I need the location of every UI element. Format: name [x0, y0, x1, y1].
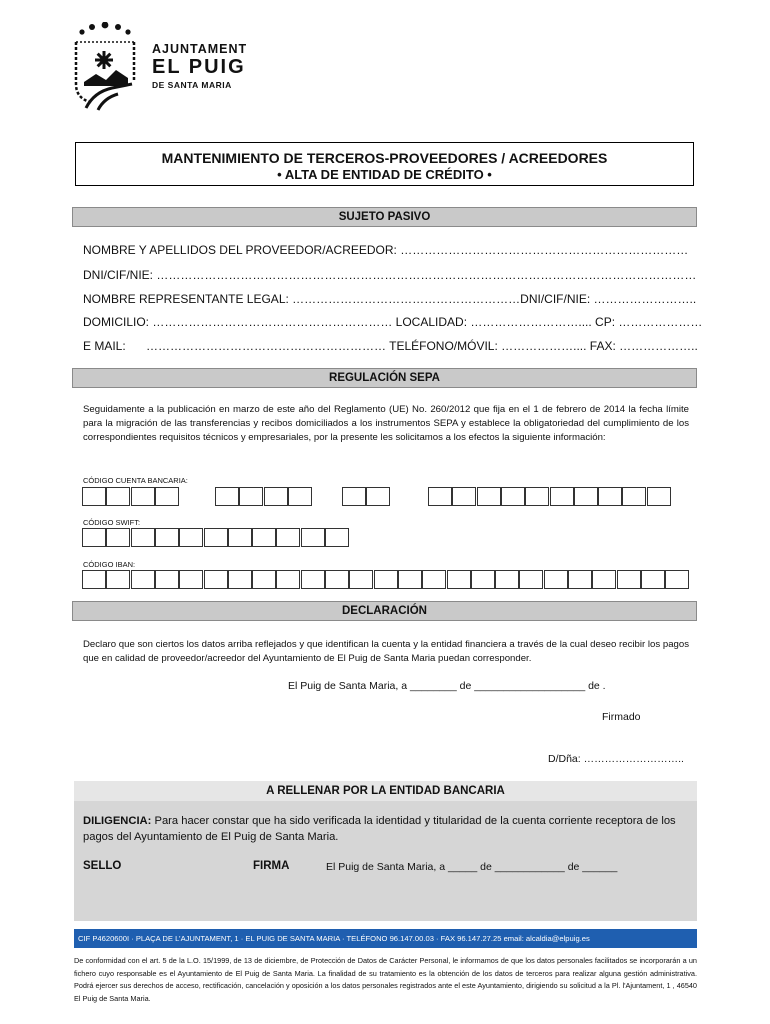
email-label: E MAIL:	[83, 339, 126, 353]
swift-input-row[interactable]	[0, 528, 770, 548]
diligencia-body: Para hacer constar que ha sido verificada la identidad y titularidad de la cuenta corriente receptora de los pagos del Ayuntamiento de El Puig de Santa Maria.	[83, 815, 676, 843]
email-telefono-fax-field[interactable]: …………………………………………………… TELÉFONO/MÓVIL: ……………….... FAX: ………………..	[146, 339, 698, 353]
section-declaracion: DECLARACIÓN	[72, 601, 697, 621]
footer-legal-text: De conformidad con el art. 5 de la L.O. 15/1999, de 13 de diciembre, de Protección de Datos de Carácter Personal, le informamos de que los datos personales facilitados se incorporarán a un fichero cuyo responsable es el Ayuntamiento de El Puig de Santa Maria. La finalidad de su tratamiento es la obtención de los datos de terceros para realizar alguna gestión administrativa. Podrá ejercer sus derechos de acceso, rectificación, cancelación y oposición a los datos personales registrados ante el este Ayuntamiento, dirigiendo su solicitud a la Pl. l'Ajuntament, 1 , 46540 El Puig de Santa Maria.	[74, 956, 697, 1003]
digit-cell[interactable]	[82, 528, 106, 547]
digit-cell[interactable]	[301, 528, 325, 547]
representante-field[interactable]: NOMBRE REPRESENTANTE LEGAL: …………………………………………………DNI/CIF/NIE: ……………………..	[83, 292, 697, 306]
digit-cell[interactable]	[325, 570, 349, 589]
digit-cell[interactable]	[264, 487, 288, 506]
section-entidad-bancaria: A RELLENAR POR LA ENTIDAD BANCARIA	[74, 781, 697, 801]
logo-line-santa-maria: DE SANTA MARIA	[152, 80, 232, 90]
logo-line-ajuntament: AJUNTAMENT	[152, 42, 248, 56]
ajuntament-logo	[72, 22, 142, 112]
digit-cell[interactable]	[288, 487, 312, 506]
digit-cell[interactable]	[349, 570, 373, 589]
digit-cell[interactable]	[155, 528, 179, 547]
digit-cell[interactable]	[568, 570, 592, 589]
swift-label: CÓDIGO SWIFT:	[83, 518, 141, 527]
declaracion-place-date[interactable]: El Puig de Santa Maria, a ________ de ___________________ de .	[288, 680, 606, 692]
digit-cell[interactable]	[276, 528, 300, 547]
digit-cell[interactable]	[428, 487, 452, 506]
digit-cell[interactable]	[106, 487, 130, 506]
digit-cell[interactable]	[276, 570, 300, 589]
digit-cell[interactable]	[301, 570, 325, 589]
digit-cell[interactable]	[342, 487, 366, 506]
footer-contact-bar: CIF P4620600I · PLAÇA DE L’AJUNTAMENT, 1 · EL PUIG DE SANTA MARIA · TELÉFONO 96.147.00.03 · FAX 96.147.27.25 email: alcaldia@elpuig.es	[74, 929, 697, 948]
document-subtitle: • ALTA DE ENTIDAD DE CRÉDITO •	[277, 167, 492, 182]
digit-cell[interactable]	[477, 487, 501, 506]
digit-cell[interactable]	[617, 570, 641, 589]
digit-cell[interactable]	[239, 487, 263, 506]
digit-cell[interactable]	[398, 570, 422, 589]
digit-cell[interactable]	[82, 570, 106, 589]
digit-cell[interactable]	[215, 487, 239, 506]
dona-field[interactable]: D/Dña: ………………………..	[548, 753, 684, 765]
digit-cell[interactable]	[228, 570, 252, 589]
digit-cell[interactable]	[471, 570, 495, 589]
nombre-field[interactable]: NOMBRE Y APELLIDOS DEL PROVEEDOR/ACREEDOR: ………………………………………………………………	[83, 243, 689, 257]
digit-cell[interactable]	[155, 487, 179, 506]
document-title-box	[75, 142, 694, 186]
digit-cell[interactable]	[366, 487, 390, 506]
section-regulacion-sepa: REGULACIÓN SEPA	[72, 368, 697, 388]
document-title: MANTENIMIENTO DE TERCEROS-PROVEEDORES / ACREEDORES	[161, 150, 608, 166]
bank-place-date[interactable]: El Puig de Santa Maria, a _____ de ____________ de ______	[326, 861, 618, 873]
digit-cell[interactable]	[622, 487, 646, 506]
digit-cell[interactable]	[252, 570, 276, 589]
digit-cell[interactable]	[592, 570, 616, 589]
section-sujeto-pasivo: SUJETO PASIVO	[72, 207, 697, 227]
iban-label: CÓDIGO IBAN:	[83, 560, 136, 569]
digit-cell[interactable]	[325, 528, 349, 547]
digit-cell[interactable]	[252, 528, 276, 547]
digit-cell[interactable]	[665, 570, 689, 589]
firmado-label: Firmado	[602, 711, 641, 723]
iban-input-row[interactable]	[0, 570, 770, 590]
ccc-label: CÓDIGO CUENTA BANCARIA:	[83, 476, 188, 485]
digit-cell[interactable]	[131, 528, 155, 547]
diligencia-label: DILIGENCIA:	[83, 815, 152, 827]
digit-cell[interactable]	[525, 487, 549, 506]
digit-cell[interactable]	[544, 570, 568, 589]
digit-cell[interactable]	[179, 528, 203, 547]
dni-field[interactable]: DNI/CIF/NIE: ………………………………………………………………………………………………………………………	[83, 268, 697, 282]
digit-cell[interactable]	[495, 570, 519, 589]
digit-cell[interactable]	[574, 487, 598, 506]
digit-cell[interactable]	[447, 570, 471, 589]
sello-label: SELLO	[83, 860, 122, 872]
digit-cell[interactable]	[647, 487, 671, 506]
digit-cell[interactable]	[131, 487, 155, 506]
logo-line-el-puig: EL PUIG	[152, 56, 246, 78]
digit-cell[interactable]	[204, 528, 228, 547]
sepa-paragraph: Seguidamente a la publicación en marzo de este año del Reglamento (UE) No. 260/2012 que fija en el 1 de febrero de 2014 la fecha límite para la migración de las transferencias y recibos domiciliados a los instrumentos SEPA y establece la obligatoriedad del cumplimiento de los correspondientes requisitos técnicos y empresariales, por la presente les solicitamos a los efectos la siguiente información:	[83, 404, 689, 443]
digit-cell[interactable]	[106, 528, 130, 547]
ccc-input-row[interactable]	[0, 487, 770, 507]
digit-cell[interactable]	[204, 570, 228, 589]
digit-cell[interactable]	[550, 487, 574, 506]
digit-cell[interactable]	[374, 570, 398, 589]
digit-cell[interactable]	[131, 570, 155, 589]
digit-cell[interactable]	[228, 528, 252, 547]
digit-cell[interactable]	[598, 487, 622, 506]
digit-cell[interactable]	[501, 487, 525, 506]
digit-cell[interactable]	[155, 570, 179, 589]
domicilio-field[interactable]: DOMICILIO: …………………………………………………… LOCALIDAD: ……………………….... CP: …………………	[83, 315, 703, 329]
digit-cell[interactable]	[106, 570, 130, 589]
digit-cell[interactable]	[452, 487, 476, 506]
digit-cell[interactable]	[422, 570, 446, 589]
diligencia-text	[83, 813, 683, 845]
firma-label: FIRMA	[253, 860, 290, 872]
digit-cell[interactable]	[519, 570, 543, 589]
digit-cell[interactable]	[82, 487, 106, 506]
digit-cell[interactable]	[179, 570, 203, 589]
digit-cell[interactable]	[641, 570, 665, 589]
declaracion-paragraph: Declaro que son ciertos los datos arriba reflejados y que identifican la cuenta y la entidad financiera a través de la cual deseo recibir los pagos que en calidad de proveedor/acreedor del Ayuntamiento de El Puig de Santa Maria puedan corresponder.	[83, 639, 689, 664]
coat-of-arms-icon	[72, 22, 142, 112]
